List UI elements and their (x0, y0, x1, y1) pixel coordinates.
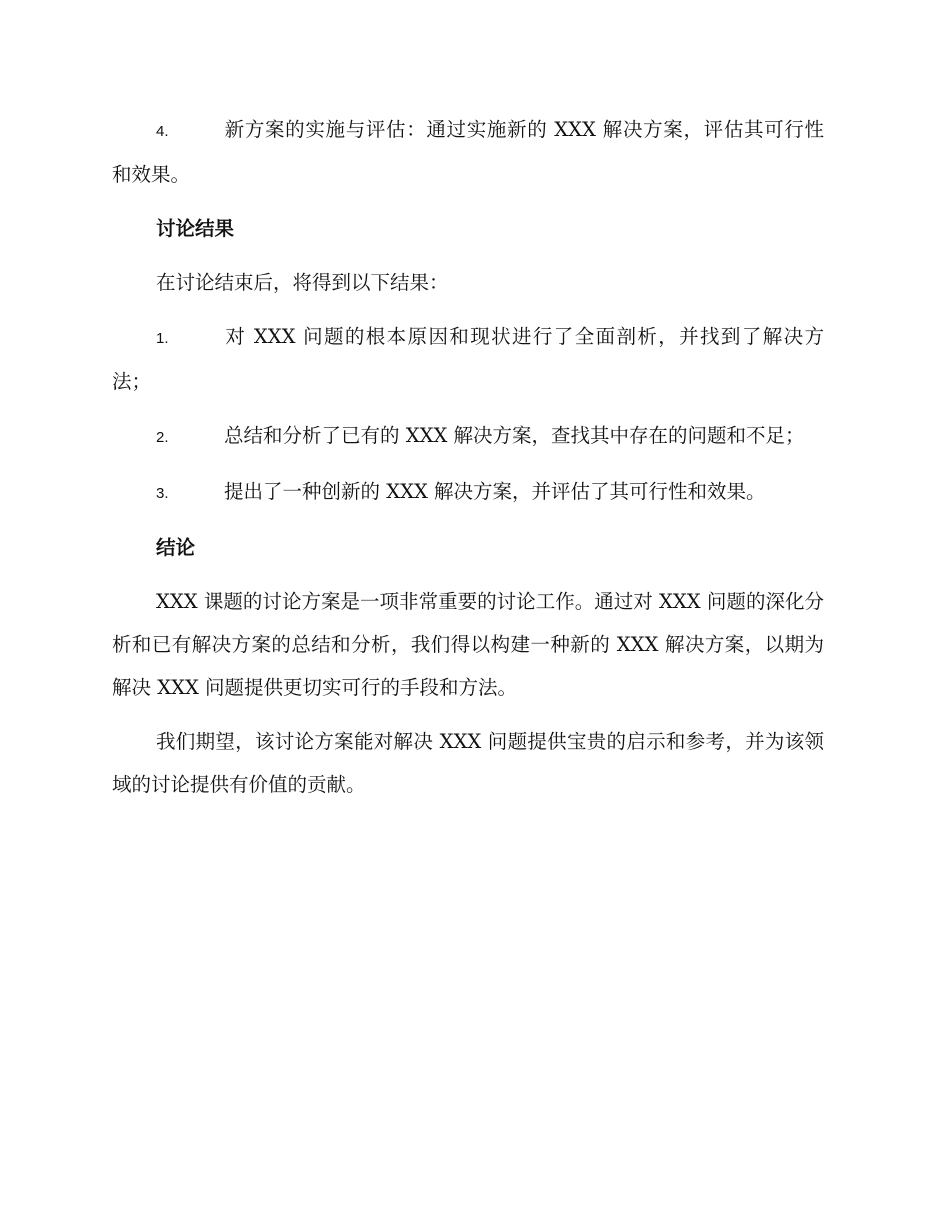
conclusion-paragraph: XXX 课题的讨论方案是一项非常重要的讨论工作。通过对 XXX 问题的深化分析和已有解决方案的总结和分析，我们得以构建一种新的 XXX 解决方案，以期为解决 XXX 问题提供更切实可行的手段和方法。 (112, 590, 824, 699)
list-item-text: 提出了一种创新的 XXX 解决方案，并评估了其可行性和效果。 (224, 480, 766, 503)
section-heading-conclusion: 结论 (156, 536, 196, 559)
list-item (112, 108, 824, 196)
list-item-text: 对 XXX 问题的根本原因和现状进行了全面剖析，并找到了解决方法； (112, 325, 824, 393)
list-item-number: 4. (156, 123, 169, 140)
document-body (112, 108, 824, 817)
list-item-number: 1. (156, 330, 169, 347)
list-item-text: 新方案的实施与评估：通过实施新的 XXX 解决方案，评估其可行性和效果。 (112, 118, 824, 186)
list-item-number: 2. (156, 429, 169, 446)
list-item (112, 315, 824, 403)
conclusion-paragraph: 我们期望，该讨论方案能对解决 XXX 问题提供宝贵的启示和参考，并为该领域的讨论提供有价值的贡献。 (112, 730, 824, 796)
list-item-number: 3. (156, 485, 169, 502)
section-heading-results: 讨论结果 (156, 217, 235, 240)
list-item (112, 414, 824, 459)
list-item-text: 总结和分析了已有的 XXX 解决方案，查找其中存在的问题和不足； (224, 424, 805, 447)
results-intro-paragraph: 在讨论结束后，将得到以下结果： (156, 271, 449, 294)
list-item (112, 470, 824, 515)
